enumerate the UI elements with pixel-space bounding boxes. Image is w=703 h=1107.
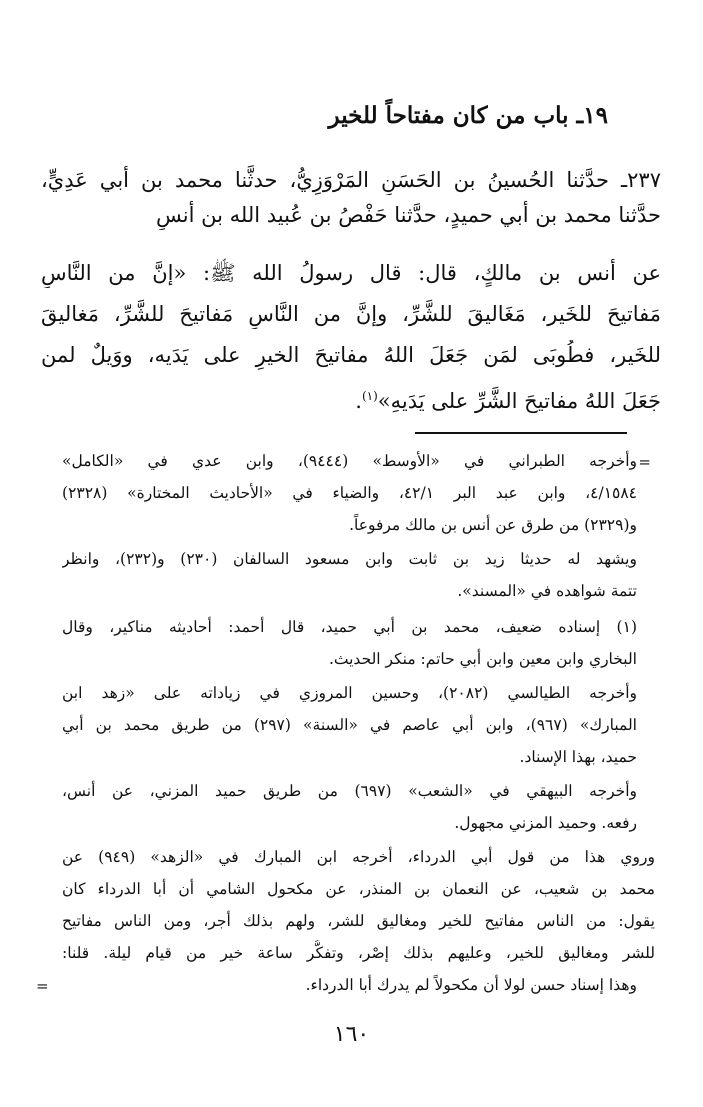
chapter-title: ١٩ـ باب من كان مفتاحاً للخير (328, 102, 608, 129)
footnote-line: يقول: من الناس مفاتيح للخير ومغاليق للشر، ولهم بذلك أجر، ومن الناس مفاتيح (62, 912, 655, 930)
footnote-line: ويشهد له حديثا زيد بن ثابت وابن مسعود السالفان (٢٣٠) و(٢٣٢)، وانظر (62, 550, 637, 568)
footnote-line: رفعه. وحميد المزني مجهول. (454, 814, 637, 832)
footnote-line: حميد، بهذا الإسناد. (519, 748, 637, 766)
hadith-line: ٢٣٧ـ حدَّثنا الحُسينُ بن الحَسَنِ المَرْوَزِيُّ، حدثَّنا محمد بن أبي عَدِيٍّ، (41, 168, 661, 192)
hadith-line: مَفاتيحَ للخَير، مَغَاليقَ للشَّرِّ، وإنَّ من النَّاسِ مَفاتيحَ للشَّرِّ، مَغاليقَ (41, 302, 661, 326)
footnote-line: وهذا إسناد حسن لولا أن مكحولاً لم يدرك أبا الدرداء. (305, 976, 637, 994)
footnote-line: وأخرجه البيهقي في «الشعب» (٦٩٧) من طريق حميد المزني، عن أنس، (62, 782, 637, 800)
footnote-line: وروي هذا من قول أبي الدرداء، أخرجه ابن المبارك في «الزهد» (٩٤٩) عن (62, 848, 655, 866)
hadith-line: للخَير، فطُوبَى لمَن جَعَلَ اللهُ مفاتيحَ الخيرِ على يَدَيه، ووَيلٌ لمن (41, 343, 661, 367)
footnote-line: للشر ومغاليق للخير، وعليهم بذلك إصْر، وتفكُّر ساعة خير من قيام ليلة. قلنا: (62, 944, 655, 962)
footnote-line: وأخرجه الطيالسي (٢٠٨٢)، وحسين المروزي في زياداته على «زهد ابن (62, 684, 637, 702)
hadith-last-line (41, 381, 661, 416)
footnote-line: تتمة شواهده في «المسند». (457, 582, 637, 600)
continuation-mark-end: = (36, 977, 49, 995)
footnote-line: البخاري وابن معين وابن أبي حاتم: منكر الحديث. (328, 650, 637, 668)
footnote-line: المبارك» (٩٦٧)، وابن أبي عاصم في «السنة» (٢٩٧) من طريق محمد بن أبي (62, 716, 637, 734)
hadith-end-mark: . (355, 389, 362, 413)
footnote-separator (415, 432, 627, 434)
footnote-line: محمد بن شعيب، عن النعمان بن المنذر، عن مكحول الشامي أن أبا الدرداء كان (62, 880, 655, 898)
hadith-line: عن أنس بن مالكٍ، قال: قال رسولُ الله ﷺ: «إنَّ من النَّاسِ (41, 261, 661, 285)
footnote-line: (١) إسناده ضعيف، محمد بن أبي حميد، قال أحمد: أحاديثه مناكير، وقال (62, 618, 637, 636)
footnote-reference: (١) (361, 389, 378, 403)
hadith-line: حدَّثنا محمد بن أبي حميدٍ، حدَّثنا حَفْصُ بن عُبيد الله بن أنسٍ (156, 203, 661, 227)
footnote-line: ٤/١٥٨٤، وابن عبد البر ٤٢/١، والضياء في «الأحاديث المختارة» (٢٣٢٨) (62, 484, 637, 502)
page-number: ١٦٠ (333, 1022, 370, 1047)
footnote-line: و(٢٣٢٩) من طرق عن أنس بن مالك مرفوعاً. (349, 516, 637, 534)
footnote-line: وأخرجه الطبراني في «الأوسط» (٩٤٤٤)، وابن عدي في «الكامل» (62, 452, 637, 470)
hadith-line-text: جَعَلَ اللهُ مفاتيحَ الشَّرِّ على يَدَيهِ» (377, 389, 661, 413)
continuation-mark-start: = (638, 453, 651, 471)
